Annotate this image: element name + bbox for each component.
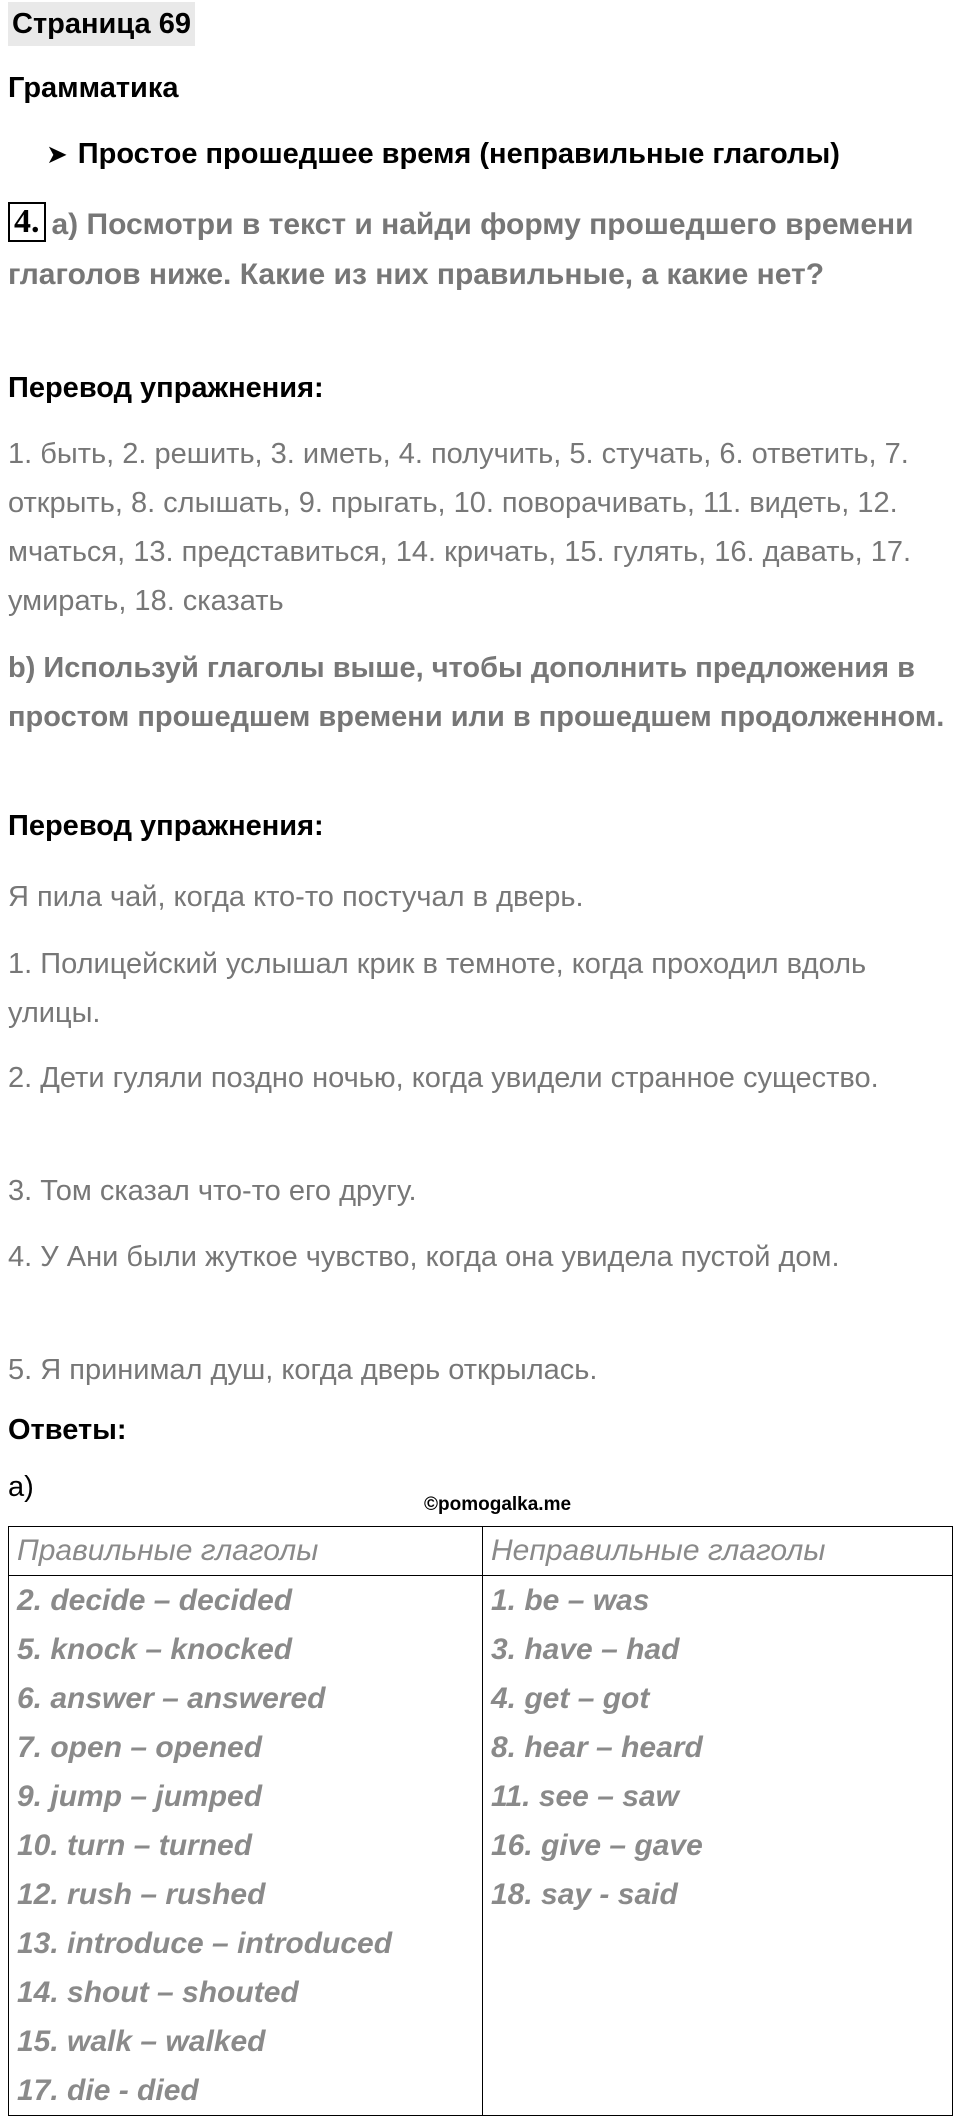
list-item: 3. have – had (491, 1633, 680, 1666)
translation-heading-1: Перевод упражнения: (8, 372, 324, 404)
header-irregular-verbs: Неправильные глаголы (483, 1527, 953, 1576)
answers-table (8, 1526, 953, 2116)
list-item: 2. decide – decided (17, 1584, 293, 1617)
page-title: Страница 69 (8, 2, 195, 46)
list-item: 10. turn – turned (17, 1829, 253, 1862)
subsection-text: Простое прошедшее время (неправильные глаголы) (77, 138, 840, 170)
answers-heading: Ответы: (8, 1414, 127, 1446)
sentence-1: 1. Полицейский услышал крик в темноте, когда проходил вдоль улицы. (8, 948, 867, 1029)
list-item: 14. shout – shouted (17, 1976, 299, 2009)
verb-list-translation: 1. быть, 2. решить, 3. иметь, 4. получить, 5. стучать, 6. ответить, 7. открыть, 8. слышать, 9. прыгать, 10. поворачивать, 11. видеть, 12. мчаться, 13. представиться, 14. кричать, 15. гулять, 16. давать, 17. умирать, 18. сказать (8, 438, 912, 617)
list-item: 1. be – was (491, 1584, 650, 1617)
sentence-example: Я пила чай, когда кто-то постучал в дверь. (8, 881, 584, 913)
regular-verbs-cell (9, 1576, 483, 2116)
list-item: 9. jump – jumped (17, 1780, 263, 1813)
list-item: 5. knock – knocked (17, 1633, 293, 1666)
sentence-3: 3. Том сказал что-то его другу. (8, 1175, 417, 1207)
task-4 (8, 200, 952, 300)
task-text: a) Посмотри в текст и найди форму прошедшего времени глаголов ниже. Какие из них правильные, а какие нет? (8, 208, 914, 291)
watermark: ©pomogalka.me (424, 1494, 572, 1515)
list-item: 18. say - said (491, 1878, 678, 1911)
sentence-5: 5. Я принимал душ, когда дверь открылась. (8, 1354, 598, 1386)
irregular-verbs-cell (483, 1576, 953, 2116)
list-item: 12. rush – rushed (17, 1878, 266, 1911)
list-item: 7. open – opened (17, 1731, 263, 1764)
section-title: Грамматика (8, 72, 179, 104)
list-item: 8. hear – heard (491, 1731, 703, 1764)
task-b-text: b) Используй глаголы выше, чтобы дополнить предложения в простом прошедшем времени или в прошедшем продолженном. (8, 652, 945, 733)
subsection-title (46, 138, 840, 171)
answers-part-label: a) (8, 1471, 34, 1503)
list-item: 11. see – saw (491, 1780, 679, 1813)
list-item: 17. die - died (17, 2074, 199, 2107)
list-item: 15. walk – walked (17, 2025, 266, 2058)
header-regular-verbs: Правильные глаголы (9, 1527, 483, 1576)
sentence-4: 4. У Ани были жуткое чувство, когда она увидела пустой дом. (8, 1241, 840, 1273)
sentence-2: 2. Дети гуляли поздно ночью, когда увидели странное существо. (8, 1062, 879, 1094)
list-item: 4. get – got (491, 1682, 650, 1715)
table-header-row (9, 1527, 953, 1576)
translation-heading-2: Перевод упражнения: (8, 810, 324, 842)
list-item: 16. give – gave (491, 1829, 703, 1862)
task-number: 4. (8, 202, 46, 242)
arrow-bullet-icon: ➤ (46, 139, 68, 169)
table-row (9, 1576, 953, 2116)
list-item: 6. answer – answered (17, 1682, 326, 1715)
list-item: 13. introduce – introduced (17, 1927, 393, 1960)
